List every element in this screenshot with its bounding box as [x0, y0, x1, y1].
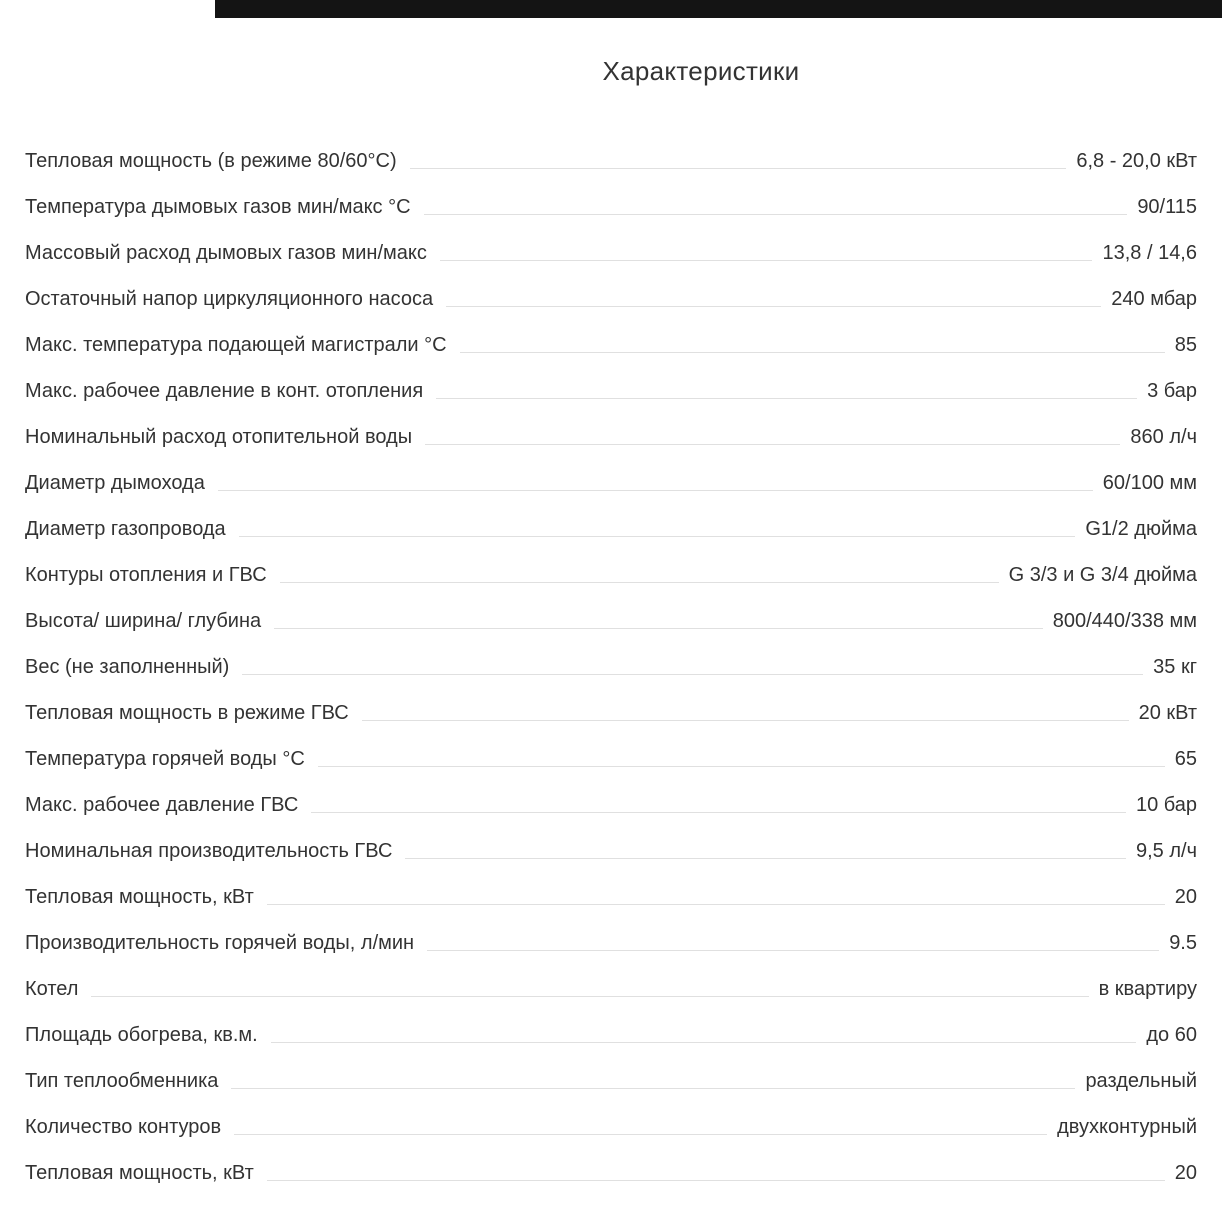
spec-row: [25, 748, 1197, 771]
leader-line: [436, 398, 1137, 399]
leader-line: [410, 168, 1067, 169]
spec-row: [25, 610, 1197, 633]
leader-line: [440, 260, 1093, 261]
spec-value: 85: [1174, 334, 1197, 356]
spec-label: Макс. рабочее давление в конт. отопления: [25, 380, 424, 402]
spec-label: Номинальный расход отопительной воды: [25, 426, 413, 448]
spec-label: Остаточный напор циркуляционного насоса: [25, 288, 434, 310]
spec-row: [25, 196, 1197, 219]
spec-value: 6,8 - 20,0 кВт: [1076, 150, 1197, 172]
page-title: Характеристики: [602, 56, 800, 86]
spec-row: [25, 794, 1197, 817]
spec-value: 9,5 л/ч: [1135, 840, 1197, 862]
leader-line: [218, 490, 1093, 491]
leader-line: [427, 950, 1159, 951]
leader-line: [267, 1180, 1165, 1181]
spec-value: 65: [1174, 748, 1197, 770]
leader-line: [311, 812, 1126, 813]
leader-line: [362, 720, 1129, 721]
spec-value: 20: [1174, 1162, 1197, 1184]
spec-label: Макс. рабочее давление ГВС: [25, 794, 299, 816]
spec-row: [25, 702, 1197, 725]
spec-value: 20 кВт: [1138, 702, 1197, 724]
spec-row: [25, 564, 1197, 587]
spec-value: в квартиру: [1098, 978, 1197, 1000]
spec-value: 9.5: [1169, 932, 1197, 954]
spec-label: Температура дымовых газов мин/макс °С: [25, 196, 411, 218]
spec-label: Макс. температура подающей магистрали °С: [25, 334, 447, 356]
spec-row: [25, 1116, 1197, 1139]
leader-line: [239, 536, 1076, 537]
spec-row: [25, 1070, 1197, 1093]
leader-line: [405, 858, 1126, 859]
spec-row: [25, 1162, 1197, 1185]
spec-label: Вес (не заполненный): [25, 656, 230, 678]
spec-row: [25, 334, 1197, 357]
spec-value: G 3/3 и G 3/4 дюйма: [1008, 564, 1197, 586]
spec-value: 13,8 / 14,6: [1102, 242, 1197, 264]
spec-row: [25, 518, 1197, 541]
top-dark-bar: [215, 0, 1222, 18]
spec-value: до 60: [1146, 1024, 1197, 1046]
spec-label: Тепловая мощность в режиме ГВС: [25, 702, 349, 724]
leader-line: [274, 628, 1043, 629]
spec-label: Производительность горячей воды, л/мин: [25, 932, 415, 954]
spec-row: [25, 656, 1197, 679]
spec-label: Контуры отопления и ГВС: [25, 564, 267, 586]
leader-line: [446, 306, 1101, 307]
spec-label: Диаметр газопровода: [25, 518, 226, 540]
spec-value: 800/440/338 мм: [1052, 610, 1197, 632]
spec-value: G1/2 дюйма: [1085, 518, 1197, 540]
leader-line: [280, 582, 999, 583]
spec-row: [25, 150, 1197, 173]
spec-value: 90/115: [1137, 196, 1197, 218]
spec-row: [25, 380, 1197, 403]
spec-label: Тепловая мощность (в режиме 80/60°С): [25, 150, 397, 172]
spec-label: Температура горячей воды °С: [25, 748, 305, 770]
spec-value: 20: [1174, 886, 1197, 908]
spec-row: [25, 426, 1197, 449]
leader-line: [424, 214, 1128, 215]
leader-line: [231, 1088, 1075, 1089]
spec-row: [25, 932, 1197, 955]
spec-row: [25, 288, 1197, 311]
spec-row: [25, 242, 1197, 265]
spec-value: 35 кг: [1153, 656, 1197, 678]
leader-line: [425, 444, 1120, 445]
spec-label: Высота/ ширина/ глубина: [25, 610, 262, 632]
spec-label: Тип теплообменника: [25, 1070, 219, 1092]
spec-row: [25, 1024, 1197, 1047]
spec-value: 60/100 мм: [1102, 472, 1197, 494]
spec-value: 10 бар: [1135, 794, 1197, 816]
spec-value: 860 л/ч: [1130, 426, 1197, 448]
leader-line: [318, 766, 1165, 767]
spec-label: Тепловая мощность, кВт: [25, 886, 254, 908]
spec-row: [25, 840, 1197, 863]
spec-value: двухконтурный: [1057, 1116, 1197, 1138]
spec-label: Тепловая мощность, кВт: [25, 1162, 254, 1184]
leader-line: [242, 674, 1143, 675]
spec-label: Количество контуров: [25, 1116, 222, 1138]
leader-line: [267, 904, 1165, 905]
leader-line: [234, 1134, 1047, 1135]
leader-line: [460, 352, 1165, 353]
spec-label: Диаметр дымохода: [25, 472, 205, 494]
spec-label: Котел: [25, 978, 79, 1000]
spec-label: Номинальная производительность ГВС: [25, 840, 393, 862]
spec-row: [25, 978, 1197, 1001]
spec-row: [25, 886, 1197, 909]
spec-label: Площадь обогрева, кв.м.: [25, 1024, 258, 1046]
spec-row: [25, 472, 1197, 495]
spec-value: 240 мбар: [1111, 288, 1197, 310]
spec-value: 3 бар: [1147, 380, 1197, 402]
spec-value: раздельный: [1085, 1070, 1197, 1092]
spec-label: Массовый расход дымовых газов мин/макс: [25, 242, 427, 264]
leader-line: [91, 996, 1088, 997]
spec-list: [25, 150, 1197, 1208]
leader-line: [271, 1042, 1137, 1043]
